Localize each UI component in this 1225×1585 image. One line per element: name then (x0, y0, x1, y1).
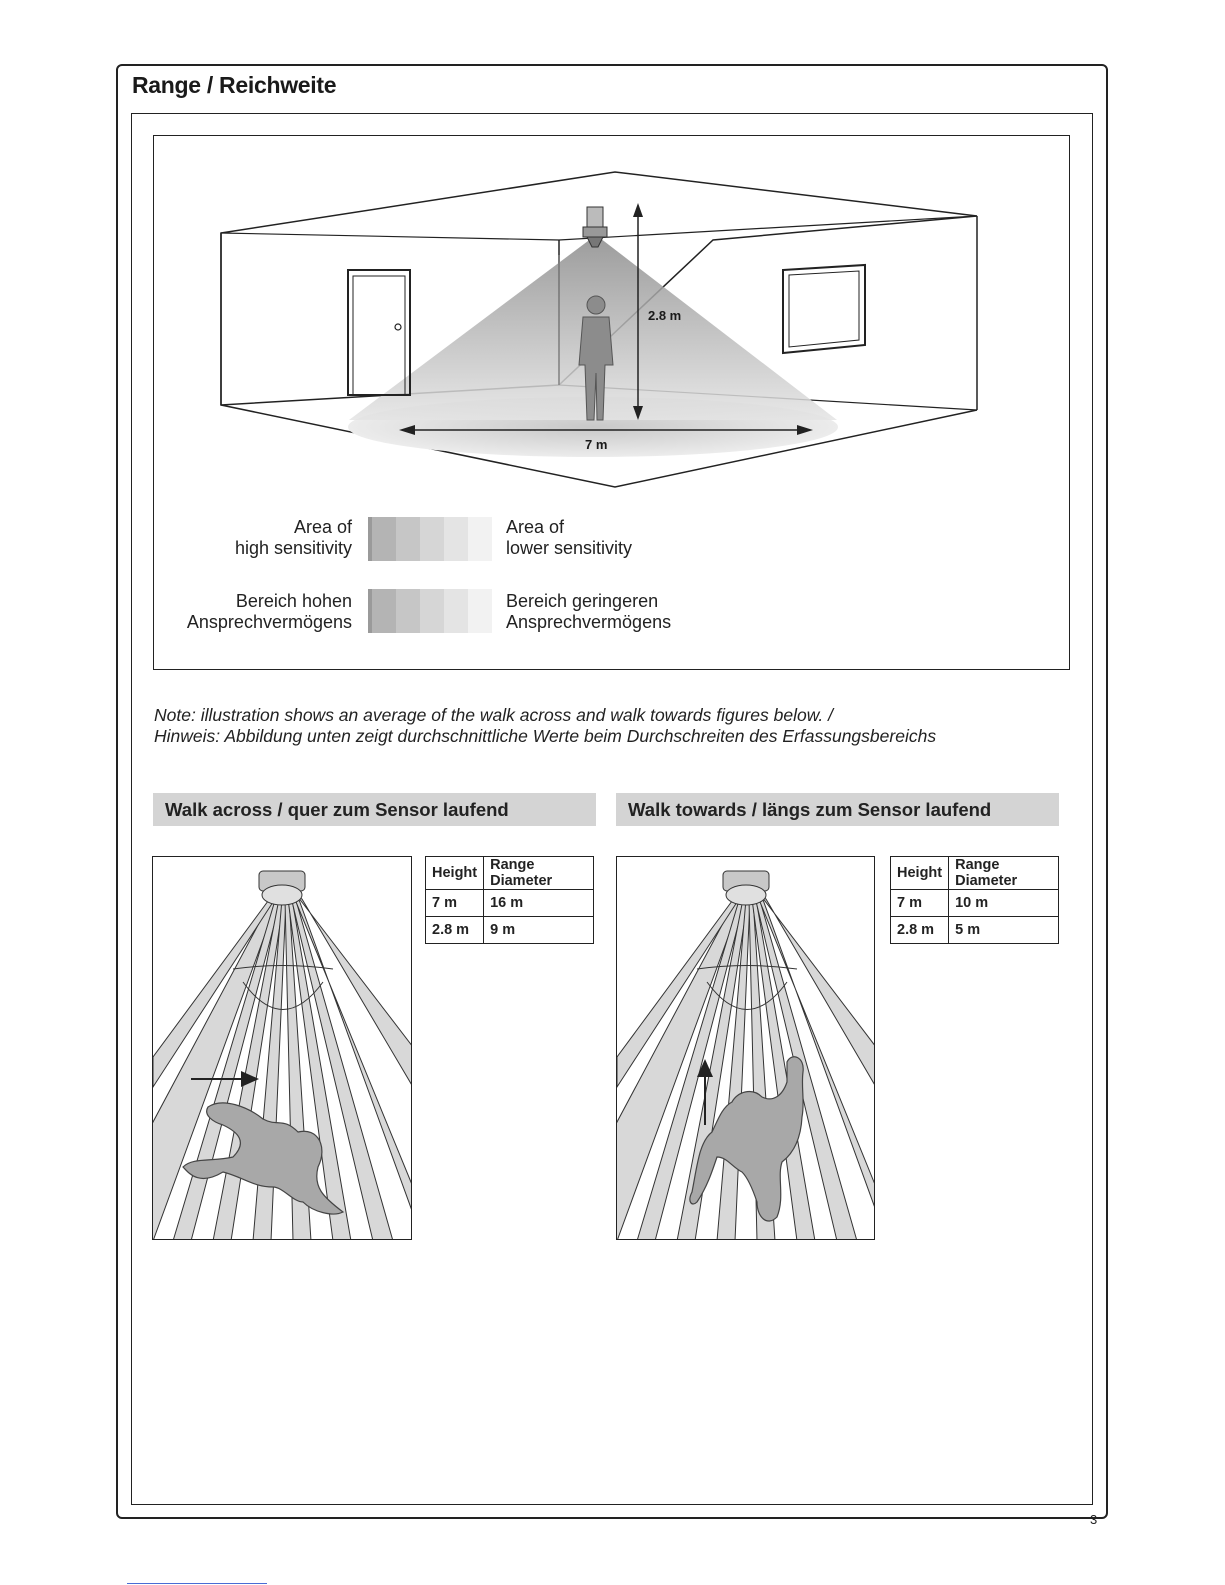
note-line-en: Note: illustration shows an average of the walk across and walk towards figures below. / (154, 705, 833, 725)
table-row (426, 890, 594, 917)
sensor-top-view (259, 871, 305, 905)
table-cell-range: 9 m (484, 917, 594, 944)
sensor-top-view (723, 871, 769, 905)
table-cell-range: 5 m (949, 917, 1059, 944)
table-header-height: Height (426, 857, 484, 890)
walk-across-table (425, 856, 594, 944)
table-cell-range: 16 m (484, 890, 594, 917)
table-cell-range: 10 m (949, 890, 1059, 917)
door (348, 270, 410, 395)
table-header-range: Range Diameter (949, 857, 1059, 890)
legend-low-de-line2: Ansprechvermögens (506, 612, 672, 632)
page-number: 3 (1090, 1512, 1098, 1527)
sensitivity-gradient-bar-de (368, 589, 492, 633)
table-row (891, 917, 1059, 944)
table-header-row (426, 857, 594, 890)
footer-link-underline[interactable] (127, 1583, 267, 1584)
legend-low-en-line1: Area of (506, 517, 565, 537)
walk-across-figure (152, 856, 412, 1240)
legend-low-de (506, 591, 671, 633)
walk-towards-figure (616, 856, 875, 1240)
door-knob (395, 324, 401, 330)
width-label: 7 m (585, 437, 608, 452)
legend-high-de (152, 591, 352, 633)
table-header-range: Range Diameter (484, 857, 594, 890)
legend-low-de-line1: Bereich geringeren (506, 591, 659, 611)
legend-high-en-line1: Area of (293, 517, 352, 537)
table-cell-height: 7 m (426, 890, 484, 917)
walk-across-heading: Walk across / quer zum Sensor laufend (153, 793, 596, 826)
note-line-de: Hinweis: Abbildung unten zeigt durchschnittliche Werte beim Durchschreiten des Erfassungsbereichs (154, 726, 937, 746)
legend-low-en (506, 517, 632, 559)
table-header-row (891, 857, 1059, 890)
legend-high-de-line1: Bereich hohen (235, 591, 352, 611)
table-cell-height: 2.8 m (426, 917, 484, 944)
sensitivity-gradient-bar-en (368, 517, 492, 561)
room-illustration (153, 135, 1070, 515)
height-label: 2.8 m (648, 308, 682, 323)
table-header-height: Height (891, 857, 949, 890)
table-row (426, 917, 594, 944)
note-text (154, 705, 936, 747)
walk-towards-pattern (617, 857, 875, 1240)
walk-towards-table (890, 856, 1059, 944)
walk-across-pattern (153, 857, 412, 1240)
legend-high-en (182, 517, 352, 559)
table-cell-height: 2.8 m (891, 917, 949, 944)
legend-high-en-line2: high sensitivity (234, 538, 352, 558)
legend-low-en-line2: lower sensitivity (506, 538, 633, 558)
table-row (891, 890, 1059, 917)
table-cell-height: 7 m (891, 890, 949, 917)
window (783, 265, 865, 353)
page-title: Range / Reichweite (132, 72, 337, 98)
walk-towards-heading: Walk towards / längs zum Sensor laufend (616, 793, 1059, 826)
legend-high-de-line2: Ansprechvermögens (186, 612, 352, 632)
